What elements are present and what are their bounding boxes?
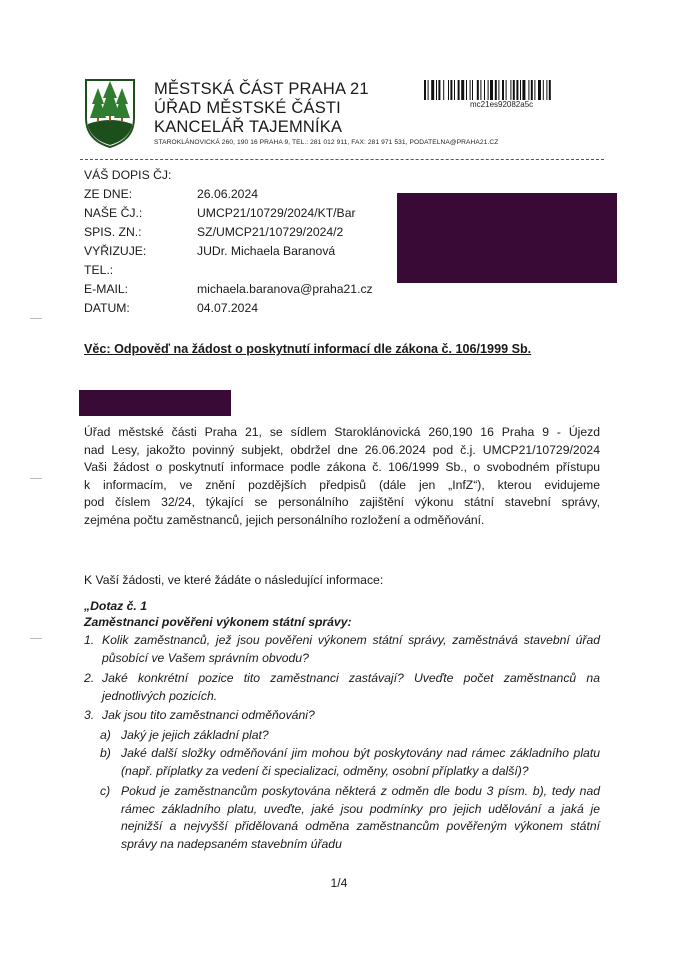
body-line: k informacím, ve znění pozdějších předpisů (dále jen „InfZ“), kterou evidujeme xyxy=(84,477,600,492)
question-subtitle: Zaměstnanci pověřeni výkonem státní správy: xyxy=(84,615,352,629)
item-line: Jak jsou tito zaměstnanci odměňováni? xyxy=(102,708,315,722)
org-line: ÚŘAD MĚSTSKÉ ČÁSTI xyxy=(154,99,341,117)
sub-item xyxy=(100,727,600,745)
body-line: nad Lesy, jakožto povinný subjekt, obdržel dne 26.06.2024 pod č.j. UMCP21/10729/2024 xyxy=(84,442,600,457)
subitem-line: Pokud je zaměstnancům poskytována některá z odměn dle bodu 3 písm. b), tedy nad xyxy=(121,784,600,798)
margin-mark xyxy=(30,318,42,319)
subitem-line: Jaký je jejich základní plat? xyxy=(121,728,269,742)
sub-item xyxy=(100,783,600,855)
meta-label: DATUM: xyxy=(84,301,130,315)
subitem-line: nejnižší a nejvyšší přidělovaná odměna zaměstnancům pověřeným výkonem státní xyxy=(121,819,600,834)
body-line: pod číslem 32/24, týkající se personálního zajištění výkonu státní stavební správy, xyxy=(84,495,600,510)
subitem-letter: c) xyxy=(100,784,111,798)
trees-logo-icon xyxy=(84,78,136,148)
meta-value: michaela.baranova@praha21.cz xyxy=(197,282,373,296)
body-line: Vaši žádost o poskytnutí informace podle zákona č. 106/1999 Sb., o svobodném přístupu xyxy=(84,460,600,475)
meta-value: JUDr. Michaela Baranová xyxy=(197,244,336,258)
meta-label: E-MAIL: xyxy=(84,282,129,296)
org-line: KANCELÁŘ TAJEMNÍKA xyxy=(154,118,343,136)
margin-mark xyxy=(30,478,42,479)
item-line: působící ve Vašem správním obvodu? xyxy=(102,650,309,665)
item-number: 3. xyxy=(84,708,95,722)
subitem-letter: b) xyxy=(100,746,111,760)
meta-value: SZ/UMCP21/10729/2024/2 xyxy=(197,225,344,239)
address-line: STAROKLÁNOVICKÁ 260, 190 16 PRAHA 9, TEL.: 281 012 911, FAX: 281 971 531, PODATELNA@PRAHA21.CZ xyxy=(154,139,499,146)
redacted-recipient-block xyxy=(397,193,617,283)
subitem-letter: a) xyxy=(100,728,111,742)
meta-value: UMCP21/10729/2024/KT/Bar xyxy=(197,206,356,220)
question-title: „Dotaz č. 1 xyxy=(84,599,147,613)
meta-label: SPIS. ZN.: xyxy=(84,225,142,239)
subject-line: Věc: Odpověď na žádost o poskytnutí informací dle zákona č. 106/1999 Sb. xyxy=(84,342,532,356)
redacted-salutation xyxy=(79,390,231,416)
meta-value: 04.07.2024 xyxy=(197,301,258,315)
subitem-line: správy na nadepsaném stavebním úřadu xyxy=(121,836,342,851)
item-line: Kolik zaměstnanců, jež jsou pověřeni výkonem státní správy, zaměstnává stavební úřad xyxy=(102,633,600,647)
header-divider xyxy=(80,159,604,160)
subitem-line: rámec základního platu, uveďte, jaké jsou podmínky pro jejich udělování a jaká je xyxy=(121,801,600,816)
meta-label: NAŠE ČJ.: xyxy=(84,206,143,220)
org-line: MĚSTSKÁ ČÁST PRAHA 21 xyxy=(154,80,369,98)
meta-label: TEL.: xyxy=(84,263,114,277)
meta-label: VYŘIZUJE: xyxy=(84,244,147,258)
body-line: Úřad městské části Praha 21, se sídlem Staroklánovická 260,190 16 Praha 9 - Újezd xyxy=(84,425,600,439)
margin-mark xyxy=(30,638,42,639)
barcode-id: mc21es92082a5c xyxy=(470,100,534,109)
lead-sentence: K Vaší žádosti, ve které žádáte o následující informace: xyxy=(84,573,384,587)
item-number: 1. xyxy=(84,633,95,647)
subitem-line: Jaké další složky odměňování jim mohou být poskytovány nad rámec základního platu xyxy=(121,746,600,760)
body-line: zejména počtu zaměstnanců, jejich personálního rozložení a odměňování. xyxy=(84,512,485,527)
list-item xyxy=(84,632,600,668)
barcode-icon xyxy=(424,80,596,100)
meta-label: VÁŠ DOPIS ČJ: xyxy=(84,168,172,182)
page-number: 1/4 xyxy=(330,876,348,890)
organization-name xyxy=(154,80,369,137)
item-line: Jaké konkrétní pozice tito zaměstnanci zastávají? Uveďte počet zaměstnanců na xyxy=(102,671,600,685)
subitem-line: (např. příplatky za vedení či specializaci, odměny, osobní příplatky a další)? xyxy=(121,763,529,778)
body-paragraph xyxy=(84,424,600,530)
item-line: jednotlivých pozicích. xyxy=(102,688,218,703)
list-item xyxy=(84,707,600,725)
meta-value: 26.06.2024 xyxy=(197,187,258,201)
meta-label: ZE DNE: xyxy=(84,187,133,201)
item-number: 2. xyxy=(84,671,95,685)
sub-item xyxy=(100,745,600,781)
list-item xyxy=(84,670,600,706)
